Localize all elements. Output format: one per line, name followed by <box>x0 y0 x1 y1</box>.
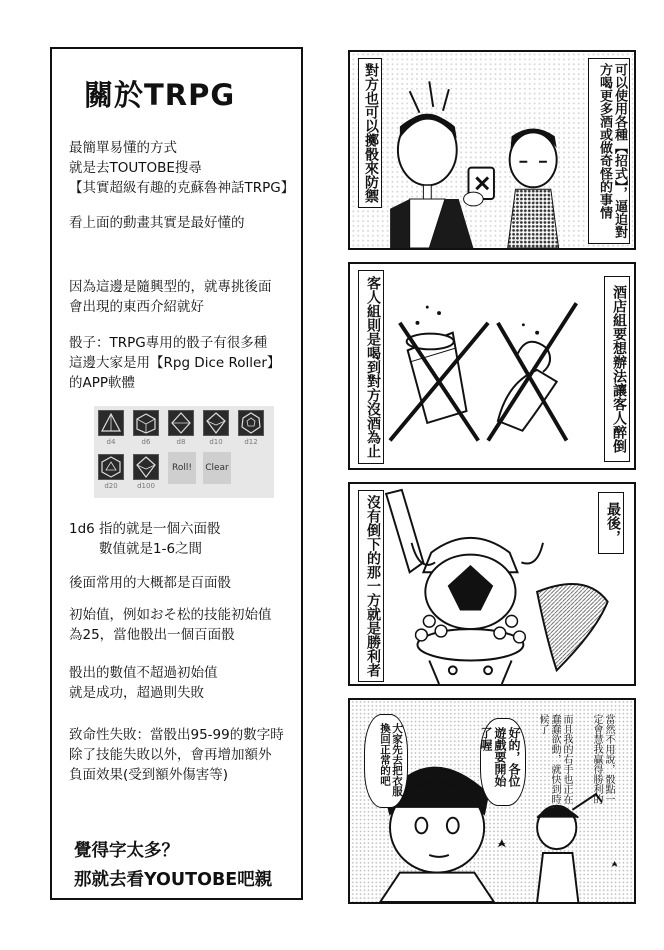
d6-explanation: 1d6 指的就是一個六面骰 數值就是1-6之間 <box>69 521 221 557</box>
d100-die-icon[interactable] <box>133 454 159 480</box>
roll-button[interactable]: Roll! <box>168 452 196 484</box>
panel-1-caption-left: 對方也可以擲骰來防禦 <box>358 58 382 208</box>
panel-3-caption-left: 沒有倒下的那一方就是勝利者 <box>358 490 384 682</box>
d6-die-icon[interactable] <box>133 410 159 436</box>
panel-2-caption-right: 酒店組要想辦法讓客人醉倒 <box>604 276 630 462</box>
speech-bubble-change-clothes: 大家先去把衣服換回正常的吧 <box>364 714 408 808</box>
closing-line: 那就去看YOUTOBE吧親 <box>74 870 273 890</box>
success-rule-paragraph: 骰出的數值不超過初始值 就是成功，超過則失敗 <box>69 665 218 701</box>
d8-die-icon[interactable] <box>168 410 194 436</box>
panel-2-artwork <box>350 264 634 468</box>
panel-3-artwork <box>350 484 634 684</box>
comic-panel-3 <box>348 482 636 686</box>
d12-die-icon[interactable] <box>238 410 264 436</box>
page-title: 關於TRPG <box>84 78 236 112</box>
anime-tip: 看上面的動畫其實是最好懂的 <box>69 215 245 231</box>
d10-die-icon[interactable] <box>203 410 229 436</box>
speech-bubble-right-hand: 而且我的右手也正在蠢蠢欲動，就快到時候了 <box>537 714 572 804</box>
comic-panel-2 <box>348 262 636 470</box>
clear-button[interactable]: Clear <box>203 452 231 484</box>
fumble-paragraph: 致命性失敗：當骰出95-99的數字時 除了技能失敗以外，會再增加額外 負面效果(受到額外傷害等) <box>69 727 284 783</box>
panel-2-caption-left: 客人組則是喝到對方沒酒為止 <box>358 270 384 464</box>
comic-panel-4 <box>348 698 636 904</box>
panel-1-caption-right: 可以使用各種【招式】，逼迫對方喝更多酒或做奇怪的事情 <box>588 58 630 244</box>
initial-value-paragraph: 初始值，例如おそ松的技能初始值 為25，當他骰出一個百面骰 <box>69 607 272 643</box>
speech-bubble-dice-win: 當然不用說，骰點一定會慧我贏得勝利的 <box>591 714 614 804</box>
dice-app-screenshot: d4 d6 d8 d10 d12 d20 d100 Roll! Clear <box>94 406 274 498</box>
d4-die-icon[interactable] <box>98 410 124 436</box>
intro-paragraph: 最簡單易懂的方式 就是去TOUTOBE搜尋 【其實超級有趣的克蘇魯神話TRPG】 <box>69 140 295 196</box>
comic-panel-1 <box>348 50 636 250</box>
d100-note: 後面常用的大概都是百面骰 <box>69 575 231 591</box>
panel-3-caption-right: 最後， <box>598 492 624 554</box>
dice-paragraph: 骰子：TRPG專用的骰子有很多種 這邊大家是用【Rpg Dice Roller】 的APP軟體 <box>69 335 281 391</box>
closing-question: 覺得字太多？ <box>74 841 179 861</box>
scope-paragraph: 因為這邊是隨興型的，就專挑後面 會出現的東西介紹就好 <box>69 279 272 315</box>
rules-textbox <box>50 47 303 900</box>
d20-die-icon[interactable] <box>98 454 124 480</box>
speech-bubble-game-start: 好的，各位遊戲要開始了喔 <box>480 718 526 806</box>
